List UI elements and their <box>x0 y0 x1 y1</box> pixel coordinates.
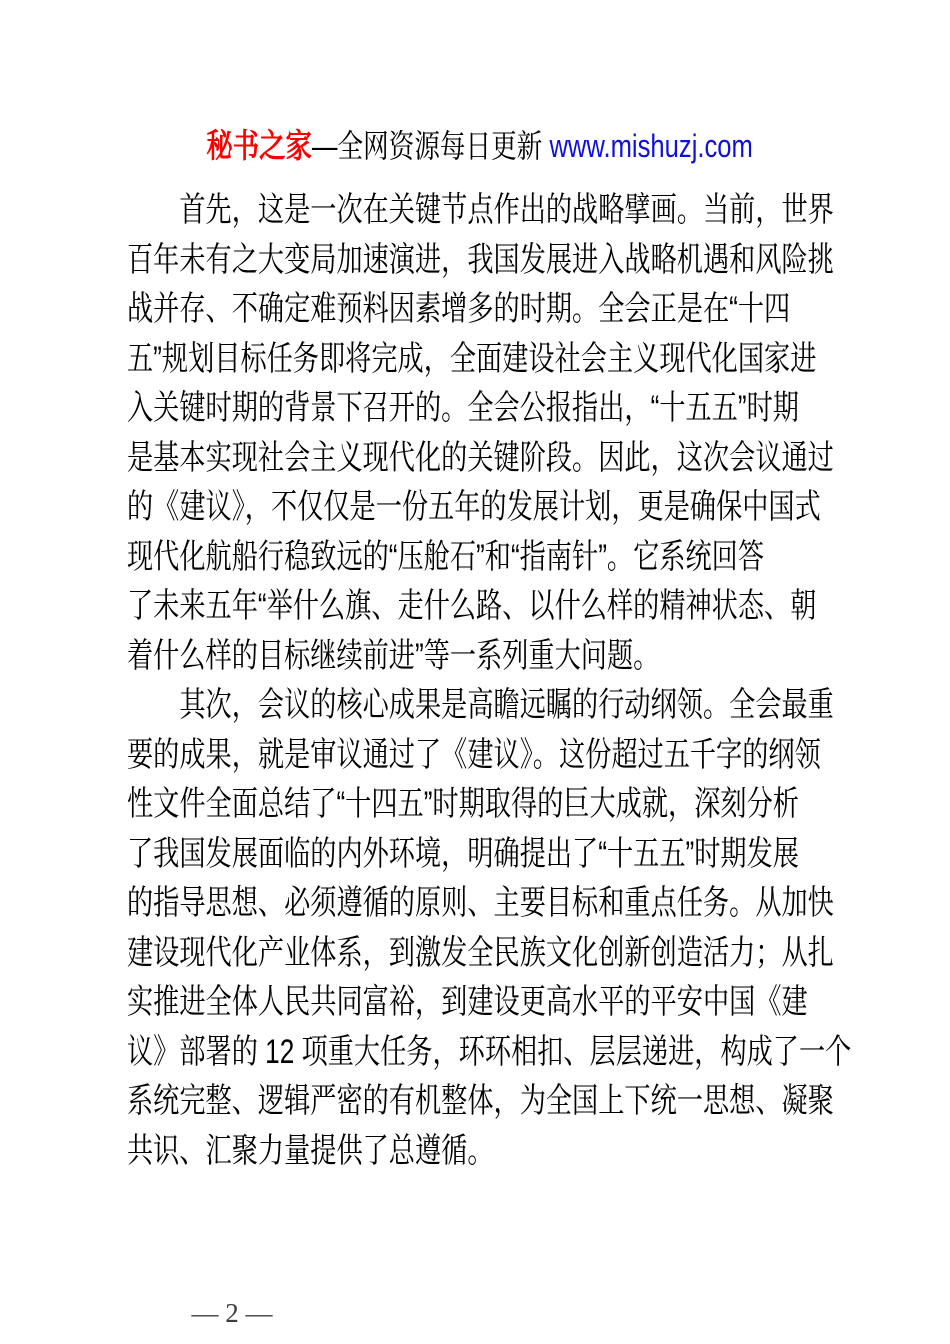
text-line: 着什么样的目标继续前进”等一系列重大问题。 <box>127 636 660 675</box>
text-line: 的指导思想、必须遵循的原则、主要目标和重点任务。从加快 <box>127 884 834 922</box>
paragraph-2 <box>127 681 867 1176</box>
text-line: 了我国发展面临的内外环境，明确提出了“十五五”时期发展 <box>127 834 799 873</box>
text-line: 其次，会议的核心成果是高瞻远瞩的行动纲领。全会最重 <box>179 686 834 724</box>
text-line: 性文件全面总结了“十四五”时期取得的巨大成就，深刻分析 <box>127 785 799 823</box>
text-line: 首先，这是一次在关键节点作出的战略擘画。当前，世界 <box>179 191 834 229</box>
page-number: — 2 — <box>191 1298 273 1328</box>
paragraph-1 <box>127 186 867 681</box>
header-text <box>206 126 753 166</box>
page-header <box>0 86 950 173</box>
text-line: 实推进全体人民共同富裕，到建设更高水平的平安中国《建 <box>127 983 808 1021</box>
text-line: 战并存、不确定难预料因素增多的时期。全会正是在“十四 <box>127 290 791 328</box>
text-line: 的《建议》，不仅仅是一份五年的发展计划，更是确保中国式 <box>127 488 821 526</box>
document-body <box>127 186 867 1176</box>
text-line: 入关键时期的背景下召开的。全会公报指出，“十五五”时期 <box>127 389 799 427</box>
text-line: 现代化航船行稳致远的“压舱石”和“指南针”。它系统回答 <box>127 537 765 576</box>
text-line: 要的成果，就是审议通过了《建议》。这份超过五千字的纲领 <box>127 735 821 774</box>
text-line: 系统完整、逻辑严密的有机整体，为全国上下统一思想、凝聚 <box>127 1082 834 1120</box>
text-line: 是基本实现社会主义现代化的关键阶段。因此，这次会议通过 <box>127 438 834 477</box>
text-line: 了未来五年“举什么旗、走什么路、以什么样的精神状态、朝 <box>127 587 817 625</box>
site-name: 秘书之家 <box>206 127 312 164</box>
text-line: 议》部署的 12 项重大任务，环环相扣、层层递进，构成了一个 <box>127 1032 852 1071</box>
text-line: 共识、汇聚力量提供了总遵循。 <box>127 1131 494 1170</box>
header-tagline: —全网资源每日更新 <box>311 128 550 164</box>
text-line: 建设现代化产业体系，到激发全民族文化创新创造活力；从扎 <box>127 933 834 972</box>
page-footer <box>178 1262 273 1330</box>
site-url[interactable]: www.mishuzj.com <box>549 128 753 164</box>
text-line: 五”规划目标任务即将完成，全面建设社会主义现代化国家进 <box>127 339 817 378</box>
text-line: 百年未有之大变局加速演进，我国发展进入战略机遇和风险挑 <box>127 240 834 279</box>
